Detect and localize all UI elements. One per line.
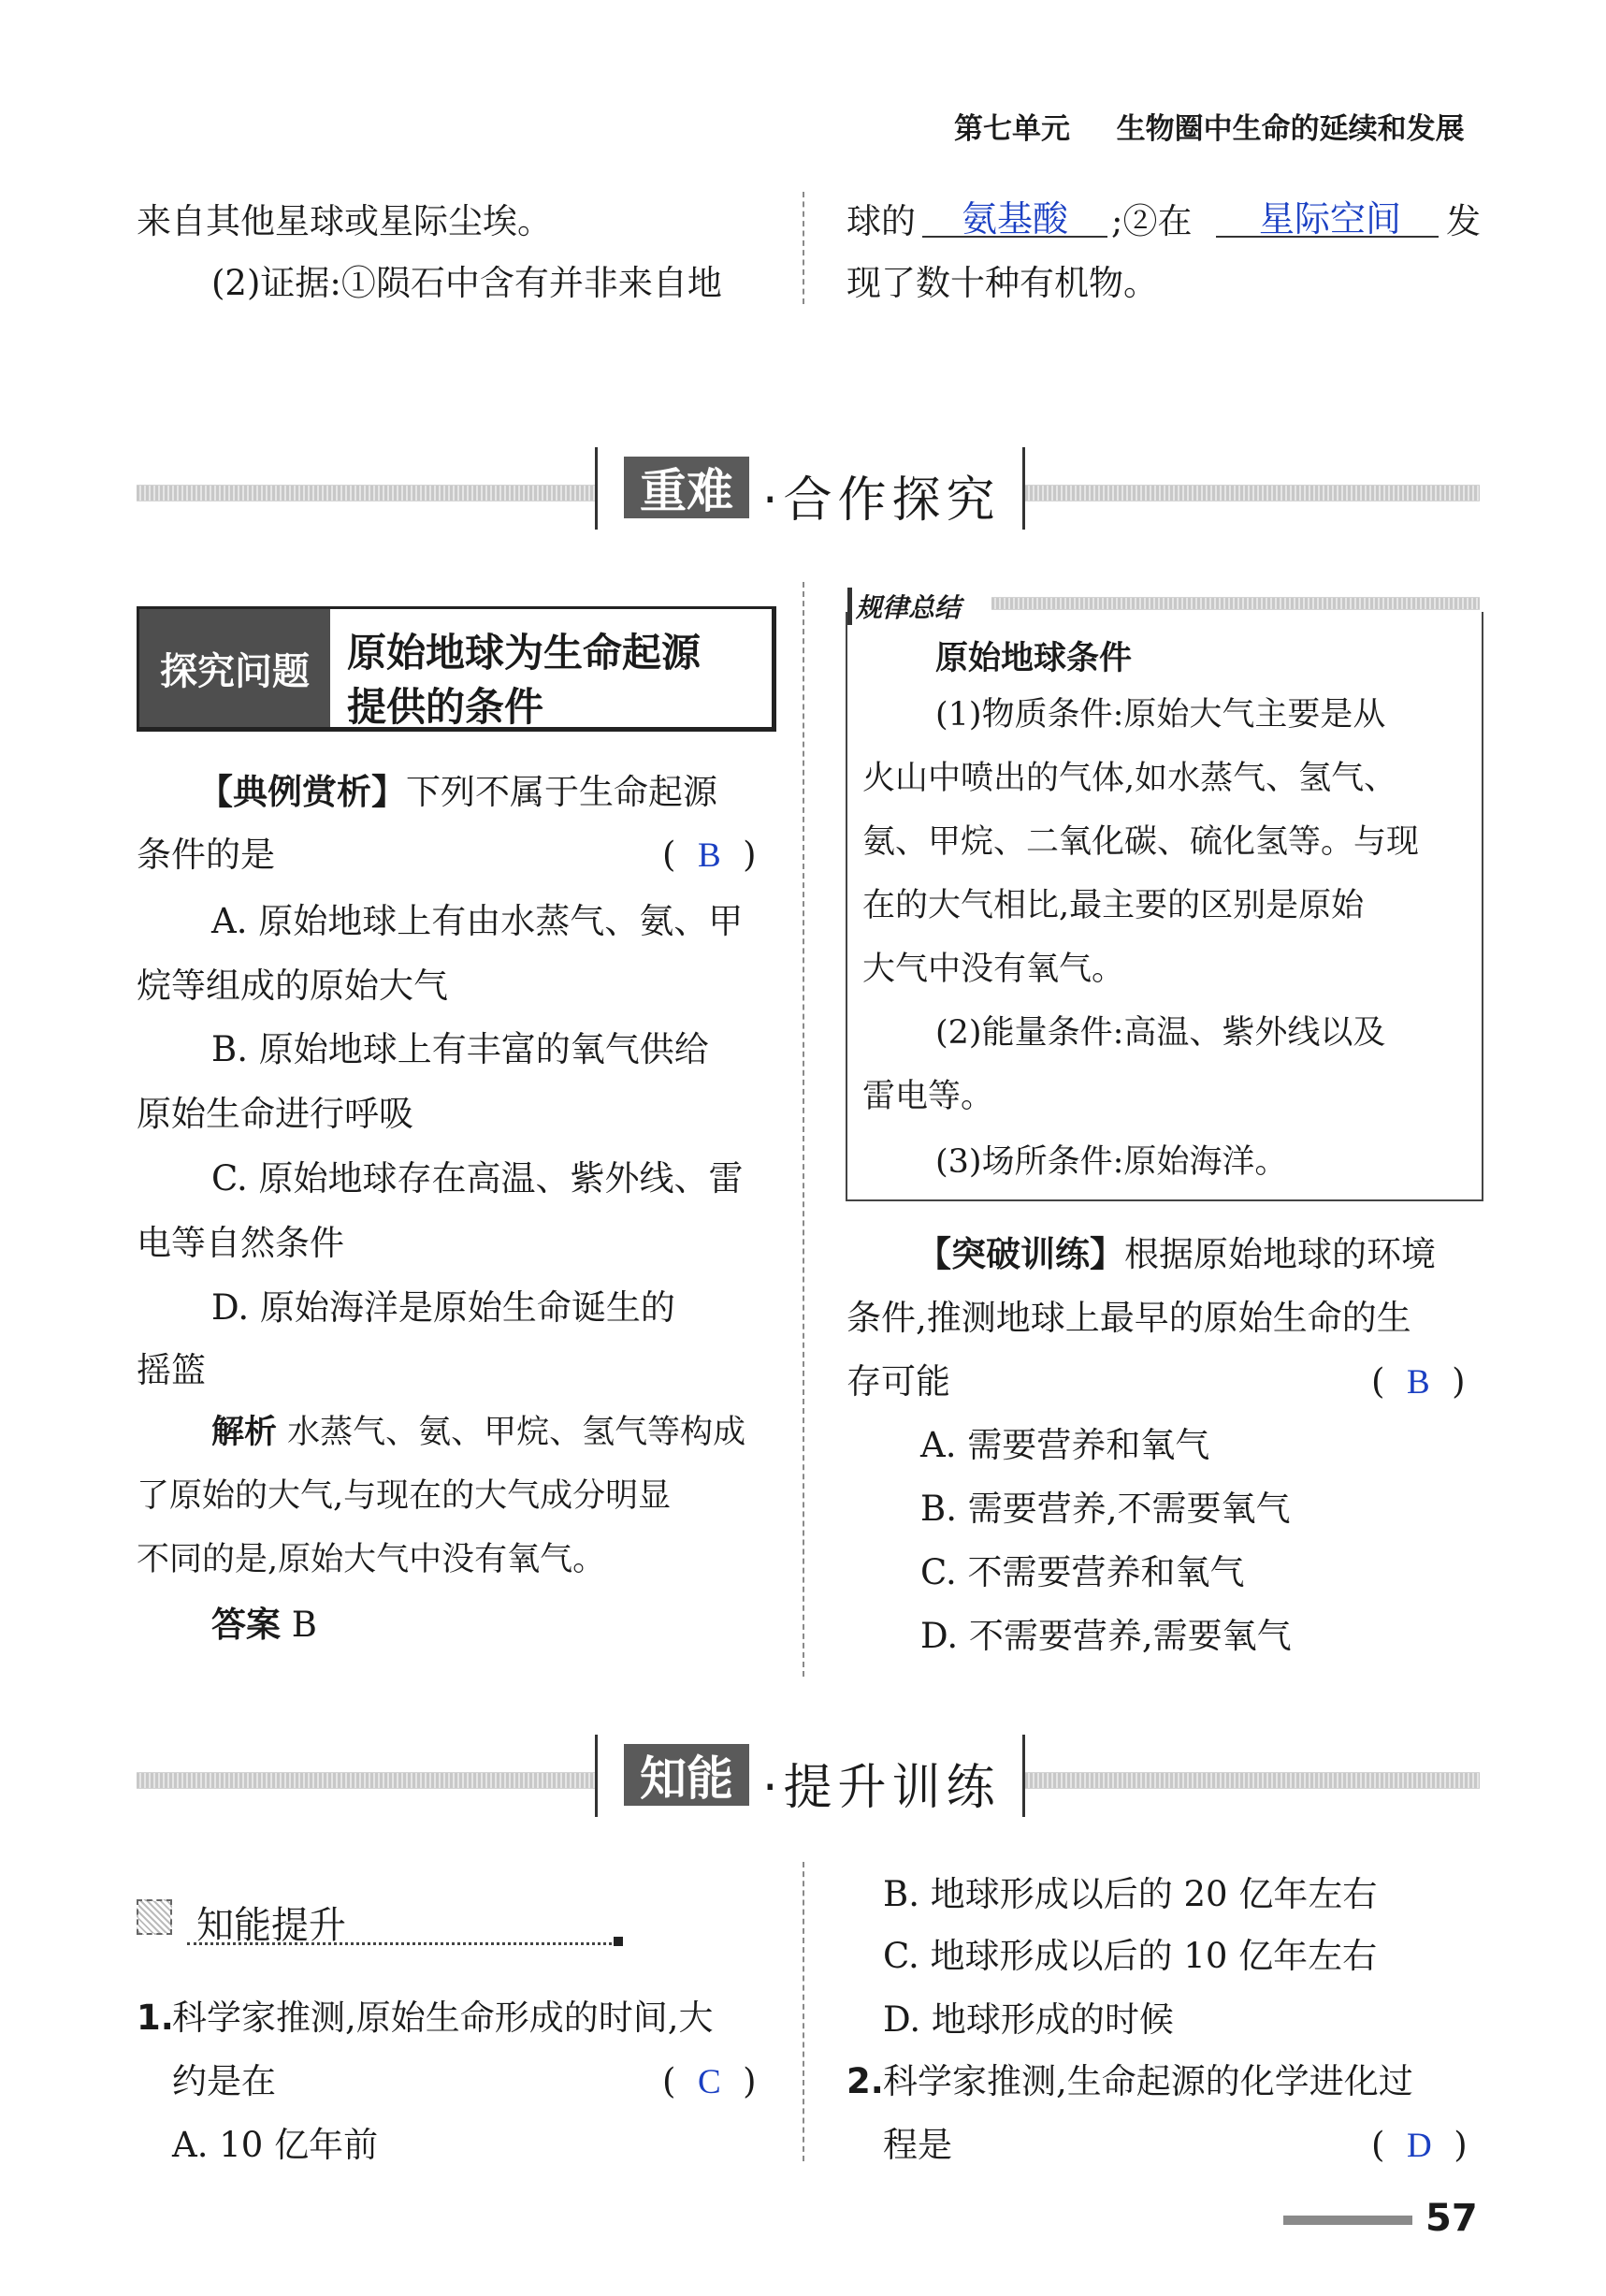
intro-right-suffix: 发 <box>1446 201 1481 241</box>
summary-line-8: (3)场所条件:原始海洋。 <box>935 1143 1288 1181</box>
summary-line-7: 雷电等。 <box>862 1078 994 1115</box>
section-title-1: ·合作探究 <box>762 472 1001 529</box>
footer-bar <box>1283 2216 1412 2225</box>
page-number: 57 <box>1425 2197 1478 2240</box>
training-stem-line3: 存可能 <box>846 1361 950 1402</box>
section-tag-1: 重难 <box>624 457 749 518</box>
q1-line2: 约是在 <box>172 2061 276 2101</box>
example-option-c-line1: C. 原始地球存在高温、紫外线、雷 <box>211 1158 744 1199</box>
answer-label: 答案 <box>211 1605 281 1645</box>
summary-line-3: 氨、甲烷、二氧化碳、硫化氢等。与现 <box>862 823 1420 861</box>
analysis-line1 <box>211 1414 746 1451</box>
example-option-b-line1: B. 原始地球上有丰富的氧气供给 <box>211 1029 709 1069</box>
example-stem-line2: 条件的是 <box>137 835 275 875</box>
section-banner-1 <box>595 447 1025 530</box>
unit-title: 生物圈中生命的延续和发展 <box>1116 112 1465 146</box>
summary-title: 原始地球条件 <box>935 640 1133 677</box>
summary-line-1: (1)物质条件:原始大气主要是从 <box>935 696 1386 734</box>
example-stem-line1 <box>198 772 717 812</box>
inquiry-box <box>137 606 776 732</box>
training-option-d: D. 不需要营养,需要氧气 <box>920 1616 1292 1656</box>
unit-label: 第七单元 <box>954 112 1070 146</box>
training-answer: B <box>1406 1363 1430 1402</box>
training-stem-line1 <box>917 1234 1436 1274</box>
section-tag-2: 知能 <box>624 1744 749 1806</box>
example-option-a-line1: A. 原始地球上有由水蒸气、氨、甲 <box>211 901 744 941</box>
q1-option-b: B. 地球形成以后的 20 亿年左右 <box>883 1874 1378 1914</box>
subsection-icon <box>137 1899 172 1935</box>
q1-number: 1. <box>137 1998 174 2038</box>
summary-line-2: 火山中喷出的气体,如水蒸气、氢气、 <box>862 760 1397 797</box>
example-stem-text: 下列不属于生命起源 <box>406 772 717 812</box>
intro-left-line2: (2)证据:①陨石中含有并非来自地 <box>211 263 722 303</box>
inquiry-label: 探究问题 <box>139 609 330 727</box>
section-banner-2 <box>595 1735 1025 1817</box>
inquiry-title-line1: 原始地球为生命起源 <box>347 630 702 676</box>
analysis-label: 解析 <box>211 1414 278 1451</box>
training-option-b: B. 需要营养,不需要氧气 <box>920 1489 1291 1529</box>
q1-option-a: A. 10 亿年前 <box>172 2125 379 2165</box>
subsection-title: 知能提升 <box>196 1904 346 1947</box>
q2-answer: D <box>1406 2127 1432 2165</box>
training-option-a: A. 需要营养和氧气 <box>920 1425 1210 1465</box>
example-option-d-line2: 摇篮 <box>137 1350 206 1390</box>
training-stem-line2: 条件,推测地球上最早的原始生命的生 <box>846 1298 1411 1338</box>
summary-line-6: (2)能量条件:高温、紫外线以及 <box>935 1014 1386 1052</box>
column-divider-bottom <box>803 1862 804 2161</box>
q2-line1: 科学家推测,生命起源的化学进化过 <box>883 2061 1413 2101</box>
column-divider-middle <box>803 582 804 1677</box>
example-lead: 【典例赏析】 <box>198 772 406 812</box>
summary-label: 规律总结 <box>847 588 968 625</box>
example-option-d-line1: D. 原始海洋是原始生命诞生的 <box>211 1287 675 1328</box>
intro-right-line2: 现了数十种有机物。 <box>846 263 1158 303</box>
training-lead: 【突破训练】 <box>917 1234 1124 1274</box>
example-answer: B <box>697 836 721 875</box>
example-option-a-line2: 烷等组成的原始大气 <box>137 966 448 1006</box>
analysis-text: 水蒸气、氨、甲烷、氢气等构成 <box>287 1414 746 1451</box>
q1-option-c: C. 地球形成以后的 10 亿年左右 <box>883 1936 1378 1976</box>
intro-left-line1: 来自其他星球或星际尘埃。 <box>137 201 552 241</box>
answer-value: B <box>291 1605 317 1645</box>
training-stem-text: 根据原始地球的环境 <box>1124 1234 1436 1274</box>
q1-answer-bracket: ( C ) <box>662 2061 757 2101</box>
answer-interstellar-space: 星际空间 <box>1259 198 1402 240</box>
example-option-b-line2: 原始生命进行呼吸 <box>137 1094 413 1134</box>
column-divider-top <box>803 192 804 304</box>
q1-option-d: D. 地球形成的时候 <box>883 1999 1174 2040</box>
analysis-line2: 了原始的大气,与现在的大气成分明显 <box>137 1477 672 1515</box>
summary-line-5: 大气中没有氧气。 <box>862 951 1125 988</box>
q1-line1: 科学家推测,原始生命形成的时间,大 <box>172 1998 714 2038</box>
q2-line2: 程是 <box>883 2125 952 2165</box>
running-header <box>954 105 1465 147</box>
summary-line-4: 在的大气相比,最主要的区别是原始 <box>862 887 1365 924</box>
answer-amino-acid: 氨基酸 <box>962 198 1069 240</box>
q1-answer: C <box>697 2063 721 2101</box>
training-option-c: C. 不需要营养和氧气 <box>920 1552 1245 1592</box>
answer-line <box>211 1605 317 1645</box>
intro-right-prefix: 球的 <box>846 201 916 241</box>
example-option-c-line2: 电等自然条件 <box>137 1223 344 1263</box>
example-answer-bracket: ( B ) <box>662 835 757 875</box>
subsection-rule <box>187 1942 617 1945</box>
summary-band <box>991 597 1480 610</box>
intro-right-mid: ;②在 <box>1111 201 1193 241</box>
inquiry-title-line2: 提供的条件 <box>347 684 544 730</box>
q2-number: 2. <box>846 2061 884 2101</box>
section-title-2: ·提升训练 <box>762 1760 1001 1816</box>
analysis-line3: 不同的是,原始大气中没有氧气。 <box>137 1541 606 1578</box>
subsection-rule-end <box>614 1937 623 1946</box>
q2-answer-bracket: ( D ) <box>1371 2125 1468 2165</box>
training-answer-bracket: ( B ) <box>1371 1361 1466 1402</box>
